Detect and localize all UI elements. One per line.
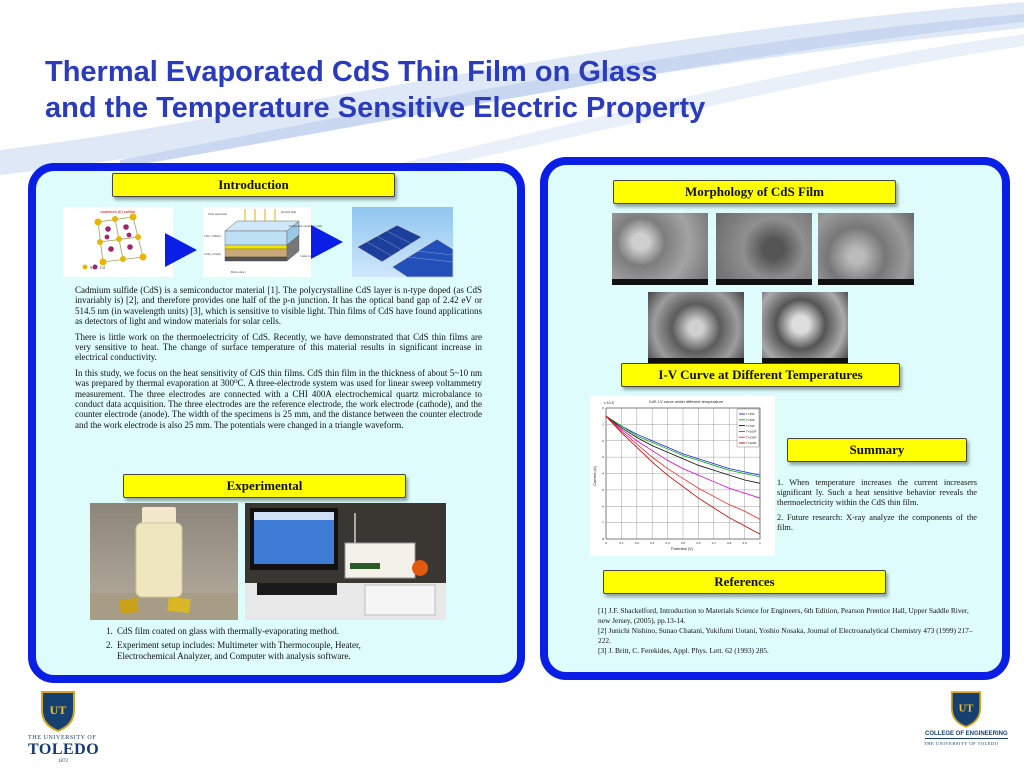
experimental-header: Experimental: [123, 474, 406, 498]
chart-x-tick-label: 0: [605, 541, 607, 545]
solar-cell-diagram: [203, 207, 323, 277]
title-line-1: Thermal Evaporated CdS Thin Film on Glass: [45, 56, 658, 88]
label-glass: Glass superstrate: [208, 213, 228, 216]
label-tco: Transparent conducting oxide: [289, 225, 323, 228]
crystal-structure-image: [63, 207, 173, 277]
chart-title: CdS I-V curve under different temperature: [648, 399, 724, 404]
experimental-list: [97, 626, 415, 665]
chart-legend-label: T=25F: [746, 412, 755, 417]
chart-x-tick-label: 0.3: [650, 541, 655, 545]
reference-item: [1] J.F. Shackelford, Introduction to Materials Science for Engineers, 6th Edition, Pearson Prentice Hall, Upper Saddle River, new Jersey, (2005), pp.13-14.: [598, 606, 969, 625]
chart-x-tick-label: 0.9: [742, 541, 747, 545]
chart-legend-label: T=130F: [746, 435, 757, 440]
introduction-header: Introduction: [112, 173, 395, 197]
sample-photo: [90, 503, 238, 620]
chart-y-tick-label: -4: [601, 471, 604, 476]
chart-y-tick-label: -3: [601, 455, 604, 460]
chart-x-tick-label: 0.1: [619, 541, 624, 545]
iv-chart: [590, 396, 775, 556]
chart-y-exponent: x 10-5: [604, 401, 614, 405]
references-header: References: [603, 570, 886, 594]
sem-image: [762, 292, 848, 364]
label-back: Back contact: [231, 271, 246, 274]
label-cdte: CdTe (~10µm): [204, 253, 221, 256]
chart-x-tick-label: 0.7: [711, 541, 716, 545]
ut-shield-logo-left: [40, 690, 76, 732]
logo-left-line1: THE UNIVERSITY OF: [28, 735, 97, 741]
solar-panels-image: [352, 207, 453, 277]
arrow-right-icon: [311, 225, 343, 259]
summary-text: [777, 478, 977, 538]
intro-paragraph: Cadmium sulfide (CdS) is a semiconductor material [1]. The polycrystalline CdS layer is n-type doped (as CdS invariably is) [2], and therefore provides one half of the p-n junction. It has the optical band gap of 2.42 eV or 514.5 nm (in wavelength units) [3], which is sensitive to visible light. Thin films of CdS have found applications as detectors of light and window materials for solar cells.: [75, 285, 482, 327]
morphology-header: Morphology of CdS Film: [613, 180, 896, 204]
chart-ylabel: Current (A): [592, 466, 597, 486]
lab-setup-photo: [245, 503, 446, 620]
label-cds: CdS (~100nm): [204, 235, 221, 238]
poster-title: [45, 54, 705, 126]
intro-paragraph: There is little work on the thermoelectricity of CdS. Recently, we have demonstrated that CdS thin films are very sensitive to heat. The change of surface temperature of this material results in significant increase in electrical conductivity.: [75, 331, 482, 363]
label-incident: Incident light: [281, 211, 296, 214]
logo-right-line2: THE UNIVERSITY OF TOLEDO: [924, 741, 999, 746]
chart-y-tick-label: -8: [601, 537, 604, 541]
introduction-text: [75, 285, 482, 435]
logo-right-line1: COLLEGE OF ENGINEERING: [925, 731, 1008, 737]
iv-header: I-V Curve at Different Temperatures: [621, 363, 900, 387]
sem-image: [612, 213, 708, 285]
chart-x-tick-label: 0.8: [727, 541, 732, 545]
label-contact: Contact ref: [300, 255, 313, 258]
chart-y-tick-label: 0: [602, 406, 604, 410]
shield-text: UT: [958, 703, 974, 715]
chart-legend-label: T=100F: [746, 429, 757, 434]
sem-image: [716, 213, 812, 285]
logo-left-line2: TOLEDO: [28, 741, 100, 758]
chart-x-tick-label: 1: [759, 541, 761, 545]
chart-xlabel: Potential (V): [670, 546, 694, 551]
chart-x-tick-label: 0.2: [634, 541, 639, 545]
chart-legend-label: T=70F: [746, 423, 755, 428]
sem-image: [648, 292, 744, 364]
chart-y-tick-label: -2: [601, 438, 604, 443]
summary-item: 1. When temperature increases the current increasers significant ly. Such a heat sensitive behavior reveals the thermoelectricity within the CdS thin film.: [777, 478, 977, 507]
crystal-title: cadmium (II) sulfide: [100, 209, 136, 214]
chart-x-tick-label: 0.6: [696, 541, 701, 545]
chart-y-tick-label: -1: [601, 422, 604, 427]
chart-y-tick-label: -6: [601, 504, 604, 509]
chart-y-tick-label: -7: [601, 520, 604, 525]
experimental-item: 2. Experiment setup includes: Multimeter with Thermocouple, Heater, Electrochemical Analyzer, and Computer with analysis software.: [115, 640, 415, 662]
chart-legend-label: T=40F: [746, 418, 755, 422]
intro-paragraph: In this study, we focus on the heat sensitivity of CdS thin films. CdS thin film in the thickness of about 5~10 nm was prepared by thermal evaporation at 300⁰C. A three-electrode system was used for linear sweep voltammetry measurement. The three electrodes are connected with a CHI 400A electrochemical quartz microbalance to conduct data acquisition. The three electrodes are the reference electrode, the work electrode (cathode), and the counter electrode (anode). The width of the specimens is 25 mm, and the distance between the counter electrode and the work electrode is also 25 mm. The potentials were changed in a triangle waveform.: [75, 367, 482, 430]
chart-legend-label: T=220F: [746, 441, 757, 446]
sem-image: [818, 213, 914, 285]
ut-shield-logo-right: [950, 690, 982, 728]
arrow-right-icon: [165, 233, 197, 267]
experimental-item: 1. CdS film coated on glass with thermally-evaporating method.: [115, 626, 415, 637]
summary-header: Summary: [787, 438, 967, 462]
reference-item: [3] J. Britt, C. Ferekides, Appl. Phys. Lett. 62 (1993) 285.: [598, 646, 769, 655]
chart-x-tick-label: 0.5: [680, 541, 686, 545]
title-line-2: and the Temperature Sensitive Electric Property: [45, 92, 706, 124]
shield-text: UT: [49, 703, 67, 717]
logo-left-year: 1872: [58, 759, 68, 764]
references-list: [598, 606, 978, 656]
summary-item: 2. Future research: X-ray analyze the components of the film.: [777, 513, 977, 532]
chart-y-tick-label: -5: [601, 487, 604, 492]
reference-item: [2] Junichi Nishino, Sunao Chatani, Yukifumi Uotani, Yoshio Nosaka, Journal of Electroanalytical Chemistry 473 (1999) 217–222.: [598, 626, 973, 645]
label-s: S: [90, 265, 93, 270]
chart-x-tick-label: 0.4: [665, 541, 670, 545]
label-cd: Cd: [100, 265, 105, 270]
